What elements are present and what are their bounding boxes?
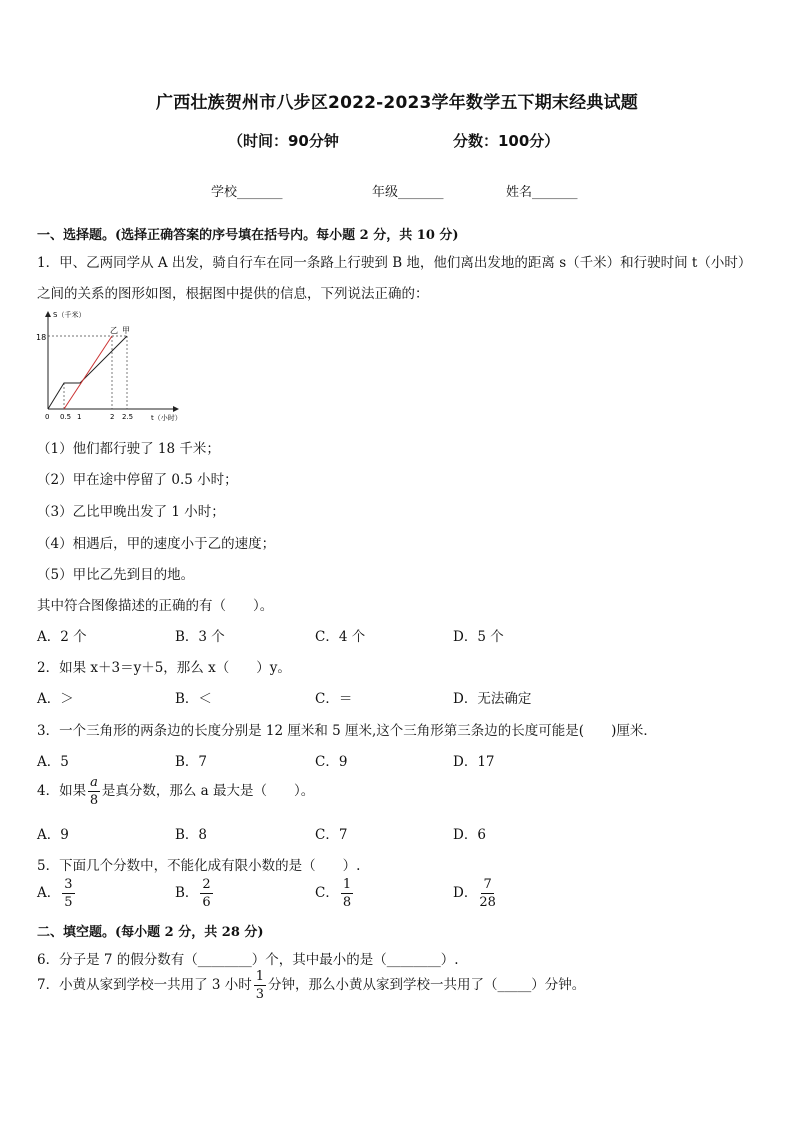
q3-option-a[interactable]: A．5 bbox=[37, 754, 69, 770]
q5-c-den: 8 bbox=[342, 895, 352, 910]
school-field: 学校_______ bbox=[211, 185, 283, 200]
q2-option-d[interactable]: D．无法确定 bbox=[453, 691, 532, 707]
q5-option-a-fraction bbox=[62, 878, 74, 909]
q5-option-d-fraction bbox=[479, 878, 496, 909]
q4-option-d[interactable]: D．6 bbox=[453, 827, 486, 843]
q5-option-d[interactable] bbox=[453, 878, 498, 909]
series-label-jia: 甲 bbox=[122, 326, 130, 335]
q1-statement-4: （4）相遇后，甲的速度小于乙的速度； bbox=[37, 536, 276, 552]
q1-distance-time-graph bbox=[30, 306, 190, 426]
q4-denominator: 8 bbox=[89, 793, 99, 808]
series-yi-line bbox=[64, 336, 112, 409]
series-label-yi: 乙 bbox=[110, 326, 118, 335]
q4-text bbox=[37, 776, 314, 807]
q2-option-c[interactable]: C．＝ bbox=[315, 691, 353, 707]
exam-title: 广西壮族贺州市八步区2022-2023学年数学五下期末经典试题 bbox=[156, 93, 638, 113]
q5-text: 5．下面几个分数中，不能化成有限小数的是（ ）. bbox=[37, 858, 361, 874]
q2-text: 2．如果 x＋3＝y＋5，那么 x（ ）y。 bbox=[37, 660, 291, 676]
q4-pre: 4．如果 bbox=[37, 783, 87, 799]
q4-numerator: a bbox=[90, 775, 98, 790]
y-axis-label: S（千米） bbox=[53, 311, 86, 319]
q1-statement-5: （5）甲比乙先到目的地。 bbox=[37, 567, 195, 583]
q3-option-c[interactable]: C．9 bbox=[315, 754, 348, 770]
x-tick-2-5: 2.5 bbox=[122, 413, 134, 421]
q5-d-num: 7 bbox=[483, 877, 492, 892]
q5-option-b-fraction bbox=[200, 878, 212, 909]
q4-option-a[interactable]: A．9 bbox=[37, 827, 69, 843]
q1-line1: 1．甲、乙两同学从 A 出发，骑自行车在同一条路上行驶到 B 地，他们离出发地的距离 s（千米）和行驶时间 t（小时） bbox=[37, 255, 752, 271]
q5-option-b[interactable] bbox=[175, 878, 215, 909]
q1-option-c[interactable]: C．4 个 bbox=[315, 629, 366, 645]
q7-post: 分钟，那么小黄从家到学校一共用了（_____）分钟。 bbox=[268, 977, 586, 993]
q4-option-c[interactable]: C．7 bbox=[315, 827, 348, 843]
q5-b-den: 6 bbox=[202, 895, 211, 910]
grade-field: 年级_______ bbox=[372, 185, 444, 200]
q7-numerator: 1 bbox=[255, 969, 265, 984]
q5-option-c[interactable] bbox=[315, 878, 355, 909]
x-tick-2: 2 bbox=[110, 413, 115, 421]
y-tick-18: 18 bbox=[36, 333, 47, 342]
q5-c-num: 1 bbox=[342, 877, 352, 892]
q3-option-d[interactable]: D．17 bbox=[453, 754, 495, 770]
exam-time: （时间：90分钟 bbox=[228, 132, 339, 150]
q1-option-a[interactable]: A．2 个 bbox=[37, 629, 87, 645]
q4-fraction bbox=[88, 776, 100, 807]
q1-statement-3: （3）乙比甲晚出发了 1 小时； bbox=[37, 504, 225, 520]
q1-option-b[interactable]: B．3 个 bbox=[175, 629, 225, 645]
q1-prompt: 其中符合图像描述的正确的有（ ）。 bbox=[37, 598, 274, 614]
section2-heading: 二、填空题。(每小题 2 分，共 28 分) bbox=[37, 925, 264, 940]
q5-a-den: 5 bbox=[64, 895, 73, 910]
q5-b-num: 2 bbox=[202, 877, 211, 892]
q5-option-c-label: C． bbox=[315, 885, 339, 901]
q7-pre: 7．小黄从家到学校一共用了 3 小时 bbox=[37, 977, 252, 993]
q5-a-num: 3 bbox=[64, 877, 73, 892]
q7-fraction bbox=[254, 970, 266, 1001]
q3-text: 3．一个三角形的两条边的长度分别是 12 厘米和 5 厘米,这个三角形第三条边的长度可能是( )厘米． bbox=[37, 723, 657, 739]
x-tick-0-5: 0.5 bbox=[60, 413, 72, 421]
q5-option-c-fraction bbox=[341, 878, 353, 909]
q3-option-b[interactable]: B．7 bbox=[175, 754, 208, 770]
q1-option-d[interactable]: D．5 个 bbox=[453, 629, 504, 645]
q2-option-b[interactable]: B．＜ bbox=[175, 691, 212, 707]
q5-option-a-label: A． bbox=[37, 885, 61, 901]
name-field: 姓名_______ bbox=[506, 185, 578, 200]
q4-option-b[interactable]: B．8 bbox=[175, 827, 208, 843]
q1-statement-2: （2）甲在途中停留了 0.5 小时； bbox=[37, 472, 238, 488]
exam-score: 分数：100分） bbox=[453, 132, 560, 150]
q1-line2: 之间的关系的图形如图，根据图中提供的信息，下列说法正确的： bbox=[37, 286, 429, 302]
q7-text bbox=[37, 970, 585, 1001]
q5-option-a[interactable] bbox=[37, 878, 77, 909]
q5-option-d-label: D． bbox=[453, 885, 478, 901]
q1-statement-1: （1）他们都行驶了 18 千米； bbox=[37, 441, 220, 457]
x-tick-0: 0 bbox=[45, 413, 50, 421]
q5-d-den: 28 bbox=[479, 895, 496, 910]
q6-text: 6．分子是 7 的假分数有（________）个，其中最小的是（________）. bbox=[37, 952, 459, 968]
q5-option-b-label: B． bbox=[175, 885, 199, 901]
x-tick-1: 1 bbox=[77, 413, 82, 421]
q4-post: 是真分数，那么 a 最大是（ ）。 bbox=[101, 783, 315, 799]
q7-denominator: 3 bbox=[255, 987, 265, 1002]
section1-heading: 一、选择题。(选择正确答案的序号填在括号内。每小题 2 分，共 10 分) bbox=[37, 228, 459, 243]
q2-option-a[interactable]: A．＞ bbox=[37, 691, 74, 707]
x-axis-label: t（小时） bbox=[151, 414, 182, 422]
